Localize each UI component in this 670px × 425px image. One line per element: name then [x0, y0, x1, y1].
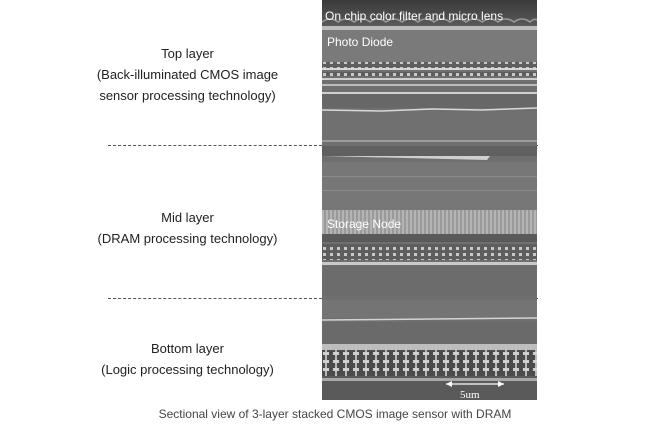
- top-layer-desc-line1: (Back-illuminated CMOS image: [96, 67, 279, 82]
- photo-diode-label: Photo Diode: [327, 35, 394, 49]
- figure-caption: Sectional view of 3-layer stacked CMOS image sensor with DRAM: [158, 407, 512, 421]
- top-layer-desc-line2: sensor processing technology): [99, 88, 276, 103]
- mid-layer-title: Mid layer: [161, 210, 214, 225]
- mid-layer-desc-line1: (DRAM processing technology): [97, 231, 278, 246]
- top-layer-title: Top layer: [161, 46, 214, 61]
- sem-image-svg: [322, 0, 537, 400]
- storage-node-label: Storage Node: [327, 217, 402, 231]
- top-layer-label: [60, 43, 315, 106]
- color-filter-label: On chip color filter and micro lens: [325, 9, 504, 23]
- bottom-layer-desc-line1: (Logic processing technology): [101, 362, 274, 377]
- scale-bar-label: 5um: [460, 389, 480, 400]
- sem-cross-section-image: [322, 0, 537, 400]
- mid-layer-label: [60, 207, 315, 249]
- bottom-layer-title: Bottom layer: [151, 341, 224, 356]
- bottom-layer-label: [60, 338, 315, 380]
